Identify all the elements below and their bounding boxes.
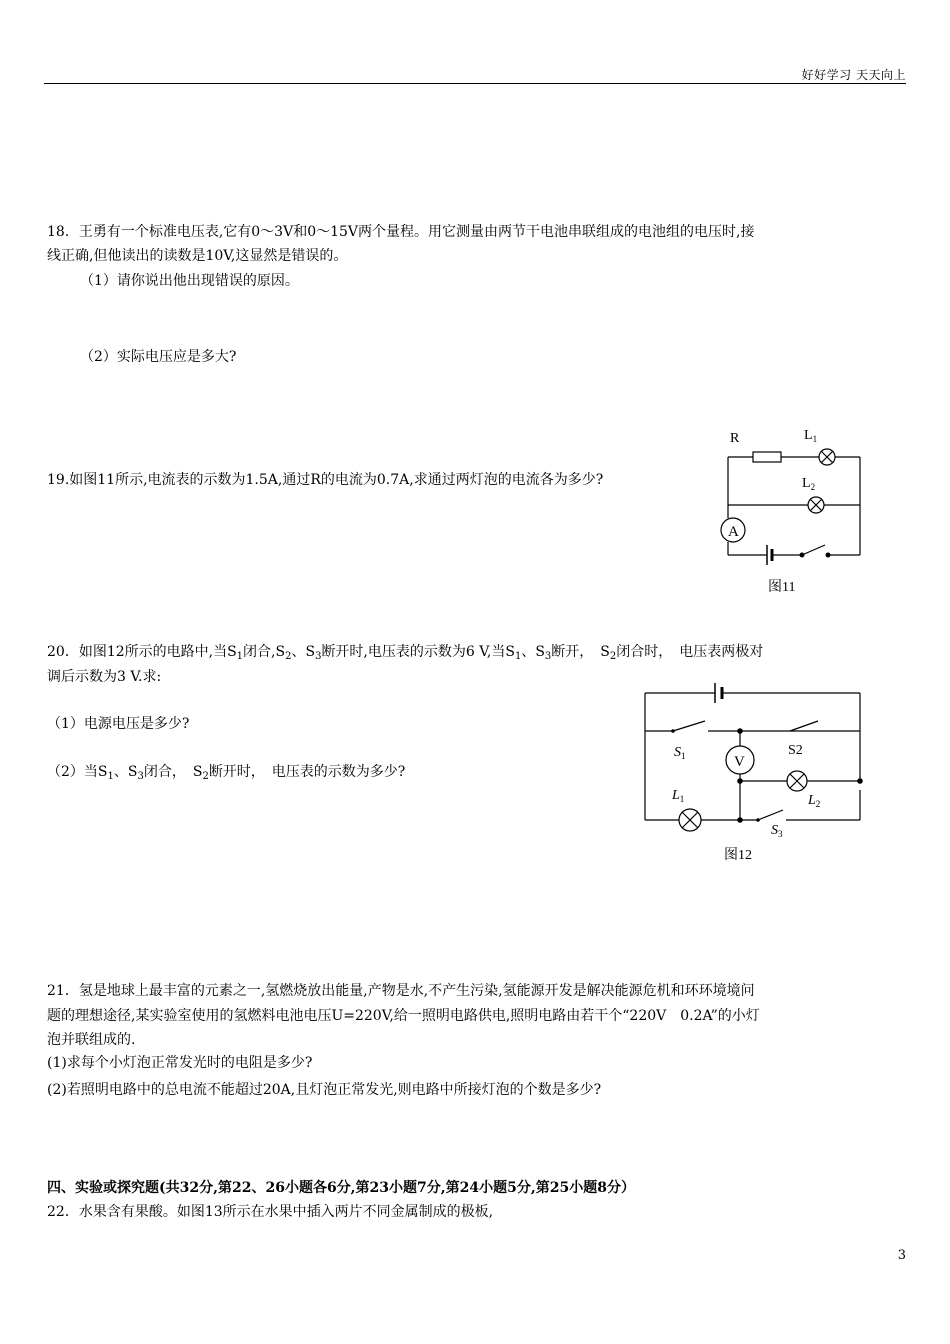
q21-part-1: (1)求每个小灯泡正常发光时的电阻是多少?	[47, 1055, 313, 1071]
fig11-sub-2: 2	[810, 482, 816, 492]
svg-text:L2	[802, 476, 815, 492]
fig12-sub-s1: 1	[681, 751, 686, 761]
svg-text:L2	[807, 793, 820, 809]
fig12-label-s2: S2	[788, 743, 803, 758]
fig12-label-l1: L	[672, 788, 680, 803]
q20-p2-sub-s2: 2	[202, 771, 209, 782]
q20-line-1	[47, 642, 763, 667]
q18-line-1: 18．王勇有一个标准电压表,它有0～3V和0～15V两个量程。用它测量由两节干电池串联组成的电池组的电压时,接	[47, 224, 755, 240]
figure-11-circuit	[710, 420, 880, 610]
fig11-label-l1: L	[804, 428, 813, 443]
q18-line-2: 线正确,但他读出的读数是10V,这显然是错误的。	[47, 248, 348, 264]
fig12-sub-l1: 1	[679, 794, 685, 804]
page-number: 3	[897, 1248, 906, 1263]
q21-line-3: 泡并联组成的.	[47, 1032, 136, 1048]
q20-p2-sub-s3: 3	[137, 771, 144, 782]
q20-sub-s3b: 3	[544, 651, 552, 662]
fig12-label-l2: L	[808, 793, 816, 808]
svg-text:S3	[771, 823, 783, 839]
q19-text: 19.如图11所示,电流表的示数为1.5A,通过R的电流为0.7A,求通过两灯泡的电流各为多少?	[47, 472, 604, 488]
section4-heading: 四、实验或探究题(共32分,第22、26小题各6分,第23小题7分,第24小题5分,第25小题8分）	[47, 1180, 635, 1196]
q20-l1f: 断开， S	[551, 644, 610, 660]
svg-text:L1	[671, 788, 684, 804]
q20-line-2: 调后示数为3 V.求:	[47, 669, 162, 685]
fig12-sub-s3: 3	[778, 829, 783, 839]
q20-l1g: 闭合时， 电压表两极对	[616, 644, 764, 660]
q20-part-1: （1）电源电压是多少?	[47, 716, 190, 732]
q21-part-2: (2)若照明电路中的总电流不能超过20A,且灯泡正常发光,则电路中所接灯泡的个数是多少?	[47, 1082, 602, 1098]
q20-p2c: 闭合， S	[143, 764, 203, 780]
fig12-caption: 图12	[724, 848, 752, 863]
fig12-label-s3: S	[771, 823, 778, 838]
q20-p2d: 断开时， 电压表的示数为多少?	[208, 764, 406, 780]
q20-sub-s1b: 1	[514, 651, 522, 662]
q20-l1d: 断开时,电压表的示数为6 V,当S	[321, 644, 515, 660]
q20-l1a: 20．如图12所示的电路中,当S	[47, 644, 237, 660]
fig12-voltmeter-label: V	[734, 754, 745, 770]
q20-p2b: 、S	[113, 764, 138, 780]
fig11-label-l2: L	[802, 476, 811, 491]
header-motto: 好好学习 天天向上	[801, 68, 906, 82]
q18-part-2: （2）实际电压应是多大?	[80, 349, 237, 365]
q20-l1c: 、S	[291, 644, 316, 660]
header-rule	[44, 83, 906, 84]
svg-text:L1	[804, 428, 817, 444]
q20-sub-s3: 3	[315, 651, 322, 662]
q20-p2a: （2）当S	[47, 764, 108, 780]
q20-l1b: 闭合,S	[243, 644, 286, 660]
q20-sub-s2: 2	[285, 651, 292, 662]
fig12-label-s1: S	[674, 745, 681, 760]
fig11-ammeter-label: A	[728, 524, 739, 540]
q20-part-2	[47, 762, 405, 787]
fig11-sub-1: 1	[812, 434, 818, 444]
fig11-caption: 图11	[768, 580, 796, 595]
q20-sub-s2b: 2	[609, 651, 617, 662]
q21-line-1: 21．氢是地球上最丰富的元素之一,氢燃烧放出能量,产物是水,不产生污染,氢能源开发是解决能源危机和环环境境问	[47, 983, 755, 999]
q20-p2-sub-s1: 1	[107, 771, 114, 782]
q20-l1e: 、S	[521, 644, 545, 660]
q18-part-1: （1）请你说出他出现错误的原因。	[80, 273, 299, 289]
q22-text: 22．水果含有果酸。如图13所示在水果中插入两片不同金属制成的极板,	[47, 1204, 494, 1220]
svg-text:S1	[674, 745, 686, 761]
figure-12-circuit	[640, 680, 870, 870]
fig12-sub-l2: 2	[815, 799, 821, 809]
fig11-label-r: R	[730, 431, 740, 446]
q20-sub-s1: 1	[236, 651, 244, 662]
q21-line-2: 题的理想途径,某实验室使用的氢燃料电池电压U=220V,给一照明电路供电,照明电路由若干个“220V 0.2A”的小灯	[47, 1008, 760, 1024]
